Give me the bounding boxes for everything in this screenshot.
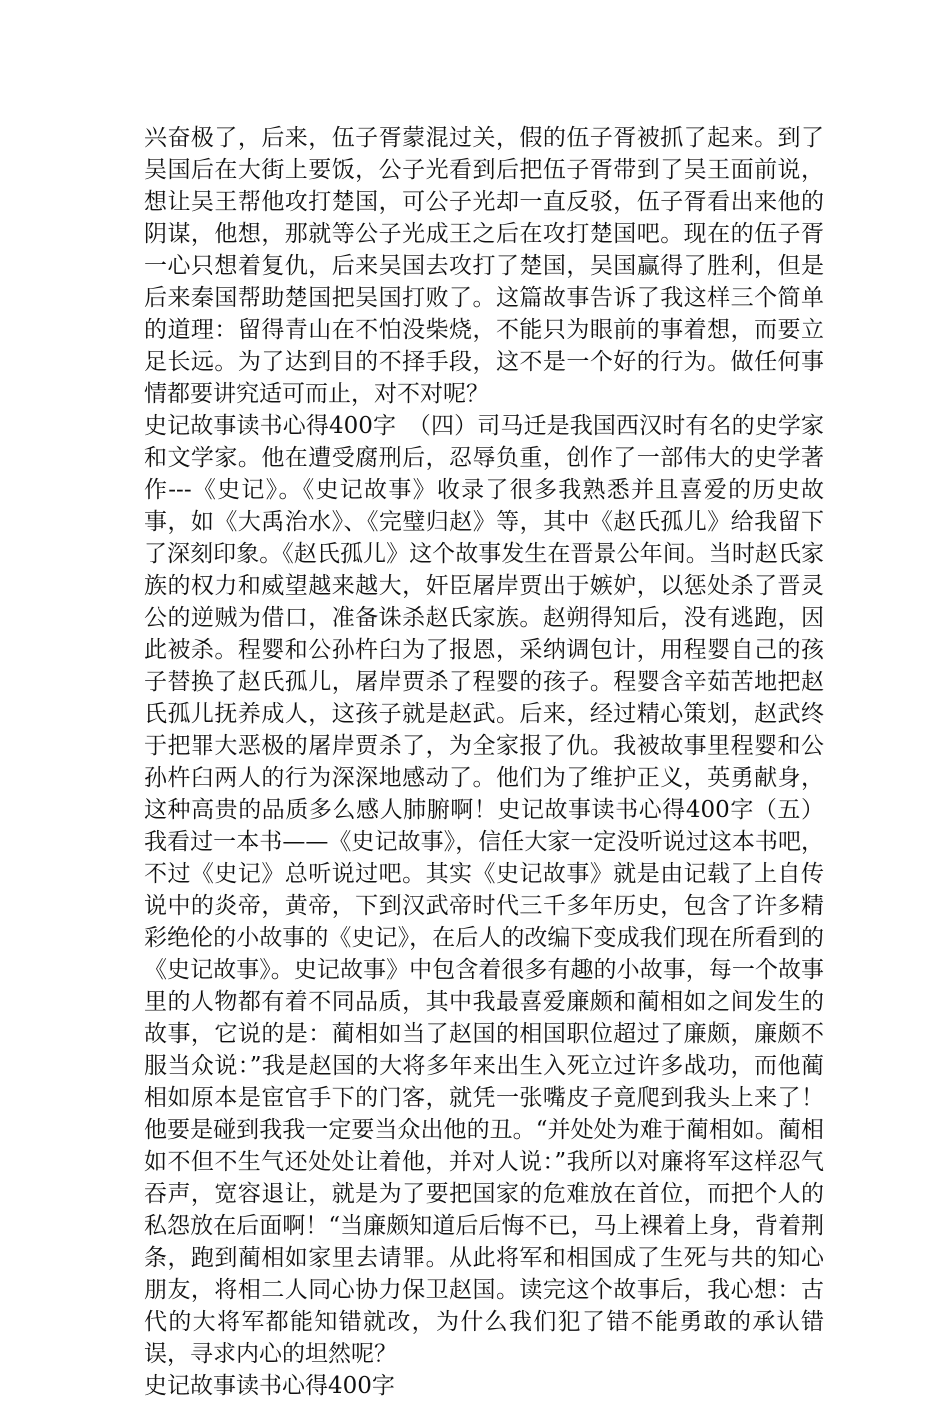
paragraph-1: 兴奋极了，后来，伍子胥蒙混过关，假的伍子胥被抓了起来。到了吴国后在大街上要饭，公子光看到后把伍子胥带到了吴王面前说，想让吴王帮他攻打楚国，可公子光却一直反驳，伍子胥看出来他的阴谋，他想，那就等公子光成王之后在攻打楚国吧。现在的伍子胥一心只想着复仇，后来吴国去攻打了楚国，吴国赢得了胜利，但是后来秦国帮助楚国把吴国打败了。这篇故事告诉了我这样三个简单的道理：留得青山在不怕没柴烧，不能只为眼前的事着想，而要立足长远。为了达到目的不择手段，这不是一个好的行为。做任何事情都要讲究适可而止，对不对呢？ [144, 125, 824, 407]
document-body [144, 122, 824, 1402]
paragraph-2: 史记故事读书心得400字 （四）司马迁是我国西汉时有名的史学家和文学家。他在遭受腐刑后，忍辱负重，创作了一部伟大的史学著作---《史记》。《史记故事》收录了很多我熟悉并且喜爱的历史故事，如《大禹治水》、《完璧归赵》等，其中《赵氏孤儿》给我留下了深刻印象。《赵氏孤儿》这个故事发生在晋景公年间。当时赵氏家族的权力和威望越来越大，奸臣屠岸贾出于嫉妒，以惩处杀了晋灵公的逆贼为借口，准备诛杀赵氏家族。赵朔得知后，没有逃跑，因此被杀。程婴和公孙杵臼为了报恩，采纳调包计，用程婴自己的孩子替换了赵氏孤儿，屠岸贾杀了程婴的孩子。程婴含辛茹苦地把赵氏孤儿抚养成人，这孩子就是赵武。后来，经过精心策划，赵武终于把罪大恶极的屠岸贾杀了，为全家报了仇。我被故事里程婴和公孙杵臼两人的行为深深地感动了。他们为了维护正义，英勇献身，这种高贵的品质多么感人肺腑啊！史记故事读书心得400字（五）我看过一本书——《史记故事》，信任大家一定没听说过这本书吧，不过《史记》总听说过吧。其实《史记故事》就是由记载了上自传说中的炎帝，黄帝，下到汉武帝时代三千多年历史，包含了许多精彩绝伦的小故事的《史记》，在后人的改编下变成我们现在所看到的《史记故事》。史记故事》中包含着很多有趣的小故事，每一个故事里的人物都有着不同品质，其中我最喜爱廉颇和蔺相如之间发生的故事，它说的是：蔺相如当了赵国的相国职位超过了廉颇，廉颇不服当众说：”我是赵国的大将多年来出生入死立过许多战功，而他蔺相如原本是宦官手下的门客，就凭一张嘴皮子竟爬到我头上来了！他要是碰到我我一定要当众出他的丑。“并处处为难于蔺相如。蔺相如不但不生气还处处让着他，并对人说：”我所以对廉将军这样忍气吞声，宽容退让，就是为了要把国家的危难放在首位，而把个人的私怨放在后面啊！“当廉颇知道后后悔不已，马上裸着上身，背着荆条，跑到蔺相如家里去请罪。从此将军和相国成了生死与共的知心朋友，将相二人同心协力保卫赵国。读完这个故事后，我心想：古代的大将军都能知错就改，为什么我们犯了错不能勇敢的承认错误，寻求内心的坦然呢？ [144, 413, 824, 1367]
paragraph-3: 史记故事读书心得400字 [144, 1373, 395, 1399]
